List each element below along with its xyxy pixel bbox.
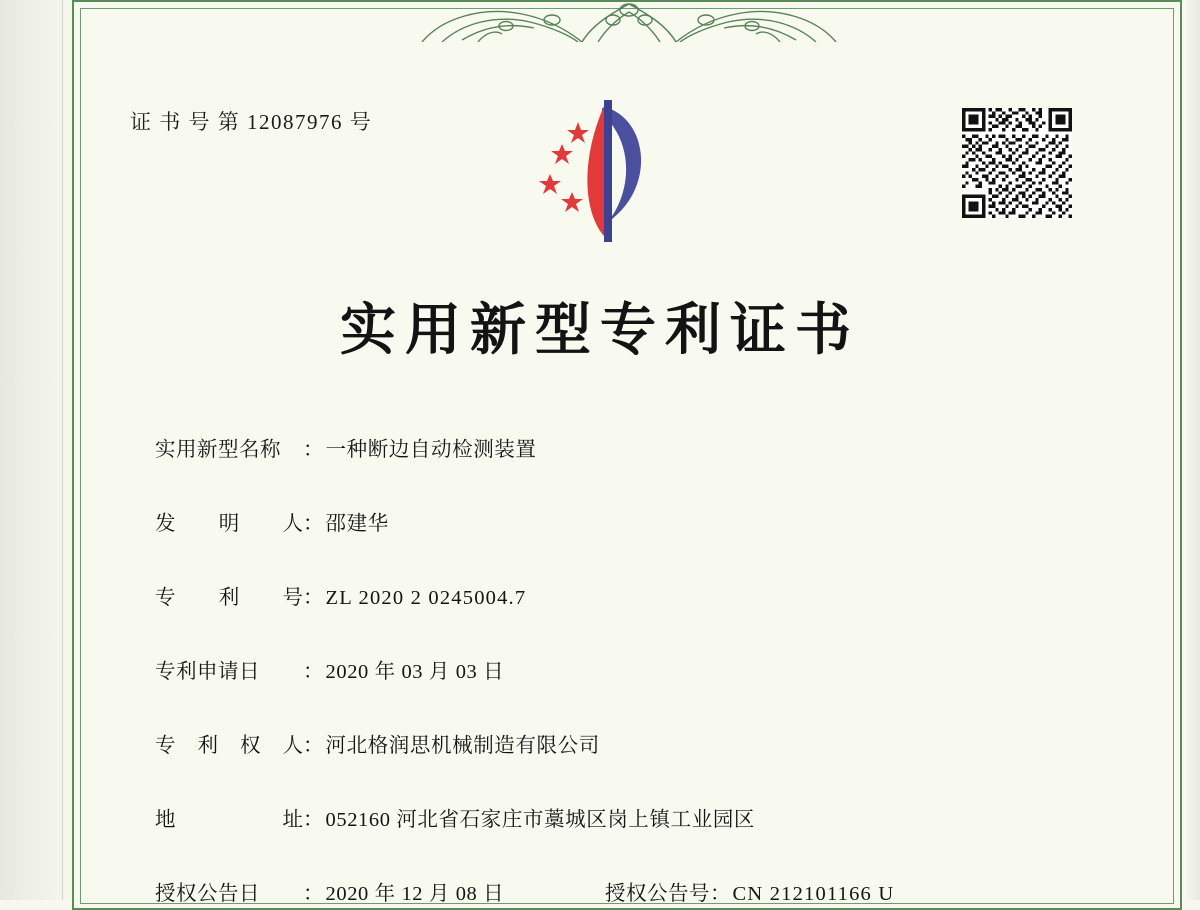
field-value-patent-number: ZL 2020 2 0245004.7 [325,587,527,609]
field-row-grant [155,876,1080,906]
field-value-filing-date: 2020 年 03 月 03 日 [325,661,505,683]
scan-edge-line [62,0,63,900]
field-label-grant-number: 授权公告号 [605,883,710,905]
field-value-grant-date: 2020 年 12 月 08 日 [325,883,505,905]
field-colon: ： [303,735,324,757]
field-colon: ： [303,661,324,683]
field-label-grant-date: 授权公告日 [155,883,260,905]
field-colon: ： [303,883,324,905]
field-row-name [155,432,1080,462]
field-colon: ： [303,809,324,831]
field-colon: ： [303,587,324,609]
field-colon: ： [710,883,731,905]
qr-code [962,108,1072,218]
field-row-filing-date [155,654,1080,684]
field-value-grant-number: CN 212101166 U [732,883,895,905]
field-value-patentee: 河北格润思机械制造有限公司 [325,735,600,757]
grant-number-cell [605,876,894,906]
field-value-name: 一种断边自动检测装置 [325,439,537,461]
field-value-inventor: 邵建华 [325,513,389,535]
scan-right-edge [1186,0,1200,900]
field-label-name: 实用新型名称 [155,439,281,461]
ornament-band [82,0,1172,42]
field-row-patent-number [155,580,1080,610]
field-label-patent-number: 专 利 号 [155,587,303,609]
field-list [155,432,1080,906]
field-label-address: 地 址 [155,809,303,831]
field-label-patentee: 专 利 权 人 [155,735,303,757]
field-colon: ： [303,439,324,461]
field-label-filing-date: 专利申请日 [155,661,260,683]
field-value-address: 052160 河北省石家庄市藁城区岗上镇工业园区 [325,809,756,831]
field-row-inventor [155,506,1080,536]
cnipa-emblem-icon [516,96,676,246]
field-colon: ： [303,513,324,535]
field-row-patentee [155,728,1080,758]
grant-date-cell [155,876,605,906]
field-label-inventor: 发 明 人 [155,513,303,535]
page-title: 实用新型专利证书 [340,297,860,363]
field-row-address [155,802,1080,832]
certificate-number: 证 书 号 第 12087976 号 [130,110,373,134]
